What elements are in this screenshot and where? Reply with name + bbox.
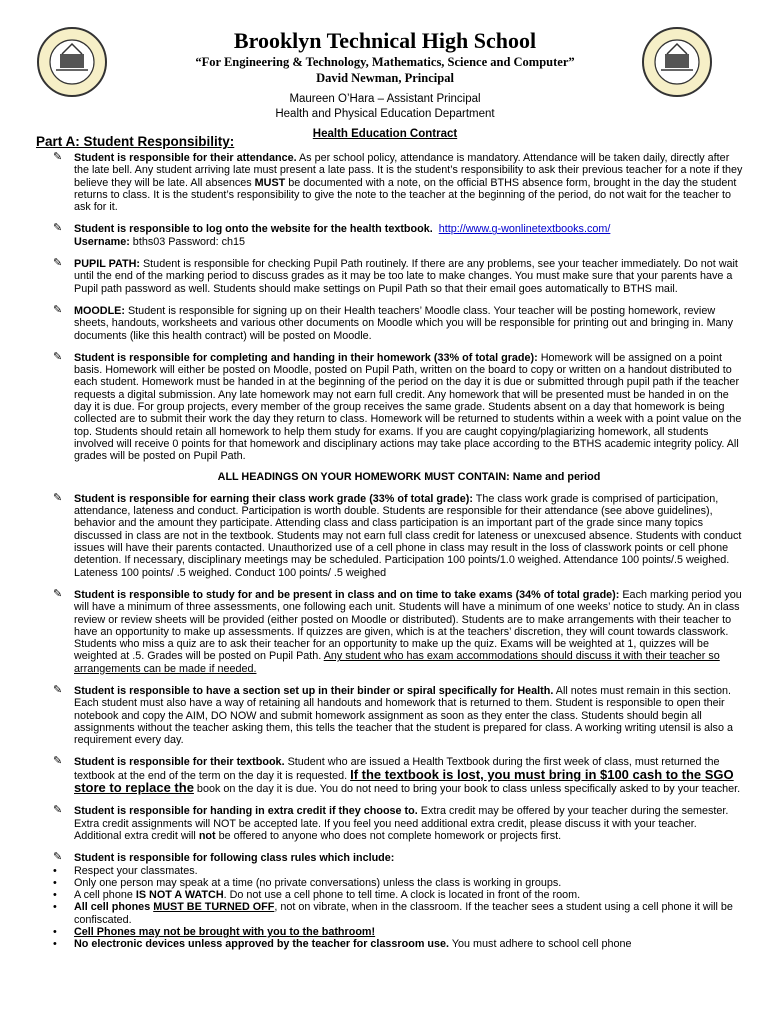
- item-class-rules: ✎ Student is responsible for following class rules which include:: [53, 851, 395, 865]
- headings-note: ALL HEADINGS ON YOUR HOMEWORK MUST CONTAIN: Name and period: [217, 470, 601, 483]
- item-website: ✎ Student is responsible to log onto the website for the health textbook. http://www.g-wonlinetextbooks.com/ Username: bths03 Password: ch15: [53, 222, 611, 248]
- item-pupil-path: ✎ PUPIL PATH: Student is responsible for checking Pupil Path routinely. If there are any problems, see your teacher immediately. Do not wait until the end of the marking period to discuss grades as it may be too late to make changes. You must make sure that your parents have a Pupil path password as well. Students should make settings on Pupil Path so that their email goes automatically to BTHS mail.: [53, 257, 738, 295]
- pencil-mark-icon: ✎: [53, 683, 63, 696]
- rule-item: • No electronic devices unless approved by the teacher for classroom use. You must adhere to school cell phone: [53, 938, 632, 951]
- item-extra-credit: ✎ Student is responsible for handing in extra credit if they choose to. Extra credit may be offered by your teacher during the semester. Extra credit assignments will NOT be accepted late. If you feel you need additional extra credit, please discuss it with your teacher. Additional extra credit will not be offered to anyone who does not complete homework or projects first.: [53, 804, 729, 842]
- rule-item: • Respect your classmates.: [53, 864, 198, 877]
- pencil-mark-icon: ✎: [53, 491, 63, 504]
- contract-body: [36, 152, 744, 951]
- part-a-heading: Part A: Student Responsibility:: [36, 134, 235, 149]
- school-seal-left: [36, 26, 108, 98]
- textbook-website-link[interactable]: http://www.g-wonlinetextbooks.com/: [438, 223, 611, 236]
- contract-title: Health Education Contract: [312, 128, 458, 140]
- principal-name: David Newman, Principal: [316, 71, 454, 85]
- pencil-mark-icon: ✎: [53, 350, 63, 363]
- bullet-dot: •: [53, 938, 57, 951]
- rule-item: • Cell Phones may not be brought with you to the bathroom!: [53, 926, 376, 939]
- bullet-dot: •: [53, 926, 57, 939]
- item-attendance: ✎ Student is responsible for their attendance. As per school policy, attendance is mandatory. Attendance will be taken daily, directly after the late bell. Any student arriving late must present a late pass. It is the student’s responsibility to ask their previous teacher for a note if they believe they will be late. All absences MUST be documented with a note, on the official BTHS absence form, brought in the day the student returns to class. It is the student’s responsibility to give the note to the teacher at the beginning of the period, do not wait for the teacher to ask for it.: [53, 151, 743, 214]
- bullet-dot: •: [53, 901, 57, 914]
- assistant-principal: Maureen O’Hara – Assistant Principal: [289, 93, 481, 105]
- bullet-dot: •: [53, 889, 57, 902]
- pencil-mark-icon: ✎: [53, 151, 63, 163]
- pencil-mark-icon: ✎: [53, 222, 63, 235]
- document-header: [110, 28, 660, 140]
- rule-item: • Only one person may speak at a time (no private conversations) unless the class is working in groups.: [53, 876, 562, 889]
- bullet-dot: •: [53, 864, 57, 877]
- school-title: Brooklyn Technical High School: [233, 28, 537, 53]
- department-name: Health and Physical Education Department: [275, 108, 495, 120]
- item-classwork: ✎ Student is responsible for earning their class work grade (33% of total grade): The class work grade is comprised of participation, attendance, lateness and conduct. Participation is worth double. Students are responsible for their attendance (see above guidelines), behavior and the amount they participate. Attending class and class participation is an important part of the grade since many topics discussed in class are not in the textbook. Students may not earn full class credit for lateness or unexcused absence. Students with conduct issues will have their parents contacted. Unauthorized use of a cell phone in class may result in the loss of classwork points or cell phone detention. If necessary, disciplinary meetings may be scheduled. Participation 100 points/1.0 weighed. Attendance 100 points/.5 weighed. Lateness 100 points/ .5 weighed. Conduct 100 points/ .5 weighed: [53, 491, 742, 579]
- pencil-mark-icon: ✎: [53, 755, 63, 768]
- item-binder: ✎ Student is responsible to have a section set up in their binder or spiral specifically for Health. All notes must remain in this section. Each student must also have a way of retaining all handouts and homework that is returned to them. Student is responsible to open their notebook and copy the AIM, DO NOW and submit homework assignment as soon as they enter the class. Students should begin all assignments without the teacher asking them, this tells the teacher that the student is prepared for class. A working writing utensil is also a requirement every day.: [53, 683, 733, 747]
- pencil-mark-icon: ✎: [53, 804, 63, 817]
- pencil-mark-icon: ✎: [53, 257, 63, 270]
- item-textbook: ✎ Student is responsible for their textbook. Student who are issued a Health Textbook during the first week of class, must returned the textbook at the end of the term on the day it is requested. If the textbook is lost, you must bring in $100 cash to the SGO store to replace the book on the day it is due. You do not need to bring your book to class unless specifically asked to by your teacher.: [53, 755, 741, 796]
- pencil-mark-icon: ✎: [53, 303, 63, 316]
- rule-item: • All cell phones MUST BE TURNED OFF, not on vibrate, when in the classroom. If the teacher sees a student using a cell phone it will be confiscated.: [53, 901, 733, 926]
- school-motto: “For Engineering & Technology, Mathematics, Science and Computer”: [195, 55, 575, 69]
- rule-item: • A cell phone IS NOT A WATCH. Do not use a cell phone to tell time. A clock is located in front of the room.: [53, 889, 581, 902]
- pencil-mark-icon: ✎: [53, 587, 63, 600]
- item-moodle: ✎ MOODLE: Student is responsible for signing up on their Health teachers’ Moodle class. Your teacher will be posting homework, review sheets, handouts, worksheets and various other documents on Moodle which you will be responsible for printing out and bringing in. Many documents (like this health contract) will be posted on Moodle.: [53, 303, 733, 342]
- item-exams: ✎ Student is responsible to study for and be present in class and on time to take exams (34% of total grade): Each marking period you will have a minimum of three assessments, one following each unit. Students will have a minimum of one weeks’ notice to study. An in class review or review sheets will be provided (either posted on Moodle or distributed). Students are to make arrangements with their teacher to have an opportunity to make up assessments. If quizzes are given, which is at the teachers’ discretion, they will count towards classwork. Students who miss a quiz are to ask their teacher for an opportunity to make up the quiz. Exams will be weighted at 1, quizzes will be weighted at .5. Grades will be posted on Pupil Path. Any student who has exam accommodations should discuss it with their teacher so arrangements can be made if needed.: [53, 587, 742, 675]
- item-homework: ✎ Student is responsible for completing and handing in their homework (33% of total grade): Homework will be assigned on a point basis. Homework will either be posted on Moodle, posted on Pupil Path, written on the board to copy or written on a handout distributed to each student. Homework must be handed in at the beginning of the period on the day it is due or submitted through pupil path if the teacher requests a digital submission. Any late homework may not earn full credit. Any homework that will be presented must be handed in on the day it is due. For group projects, every member of the group receives the same grade. Students absent on a day that homework is being collected are to submit their work the day they return to class. Homework will be returned to students within a week with a point value on the top. Students should retain all homework to help them study for exams. If you are caught copying/plagiarizing homework, all students involved will receive 0 points for that homework and disciplinary actions may take place according to the BTHS academic integrity policy. All grades will be posted on Pupil Path.: [53, 350, 742, 463]
- bullet-dot: •: [53, 876, 57, 889]
- pencil-mark-icon: ✎: [53, 851, 63, 864]
